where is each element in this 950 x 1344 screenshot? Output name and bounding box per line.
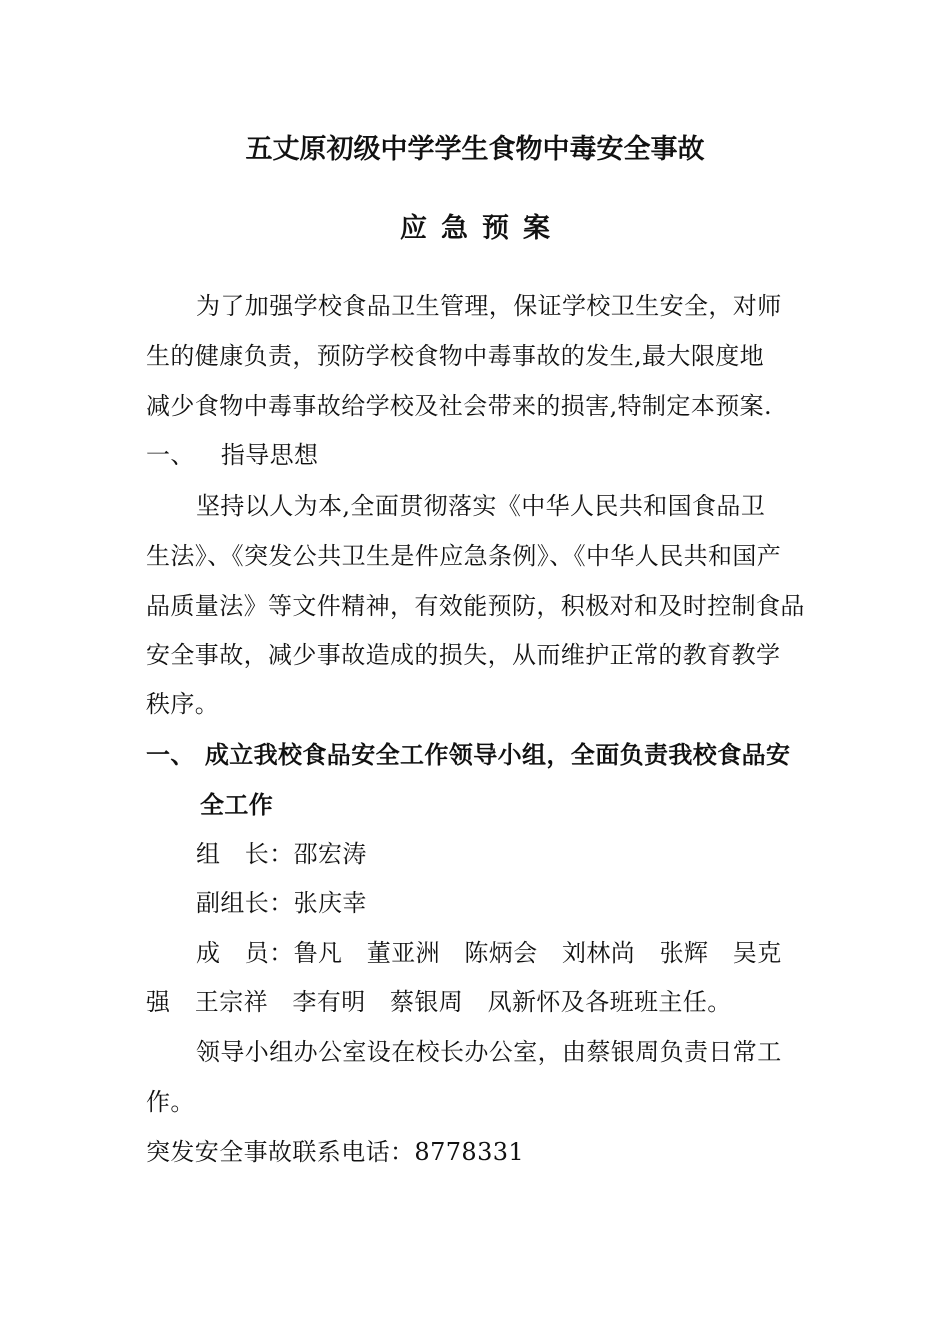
office-line-2: 作。 — [146, 1088, 195, 1116]
section1-number: 一、 — [146, 441, 195, 469]
document-title: 五丈原初级中学学生食物中毒安全事故 — [245, 134, 705, 165]
section2-number: 一、 — [146, 741, 195, 769]
intro-line-2: 生的健康负责，预防学校食物中毒事故的发生,最大限度地 — [146, 342, 765, 370]
document-subtitle: 应急预案 — [400, 213, 564, 244]
group-members-line-2: 强 王宗祥 李有明 蔡银周 凤新怀及各班班主任。 — [146, 988, 732, 1016]
section2-title-line-2: 全工作 — [200, 791, 274, 819]
section1-body-line-2: 生法》、《突发公共卫生是件应急条例》、《中华人民共和国产 — [146, 542, 782, 570]
section1-body-line-1: 坚持以人为本,全面贯彻落实《中华人民共和国食品卫 — [196, 492, 766, 520]
intro-line-1: 为了加强学校食品卫生管理，保证学校卫生安全，对师 — [196, 292, 782, 320]
group-deputy: 副组长：张庆幸 — [196, 889, 367, 917]
group-members-line-1: 成 员：鲁凡 董亚洲 陈炳会 刘林尚 张辉 吴克 — [196, 939, 782, 967]
group-leader: 组 长：邵宏涛 — [196, 840, 367, 868]
office-line-1: 领导小组办公室设在校长办公室，由蔡银周负责日常工 — [196, 1038, 782, 1066]
section2-heading — [146, 739, 811, 771]
intro-line-3: 减少食物中毒事故给学校及社会带来的损害,特制定本预案. — [146, 392, 773, 420]
section1-body-line-5: 秩序。 — [146, 690, 220, 718]
section1-body-line-4: 安全事故，减少事故造成的损失，从而维护正常的教育教学 — [146, 641, 781, 669]
section2-title-line-1: 成立我校食品安全工作领导小组，全面负责我校食品安 — [204, 741, 791, 769]
emergency-phone: 突发安全事故联系电话：8778331 — [146, 1138, 525, 1166]
section1-body-line-3: 品质量法》等文件精神，有效能预防，积极对和及时控制食品 — [146, 592, 805, 620]
section1-title: 指导思想 — [220, 441, 319, 469]
section1-heading — [146, 439, 811, 471]
